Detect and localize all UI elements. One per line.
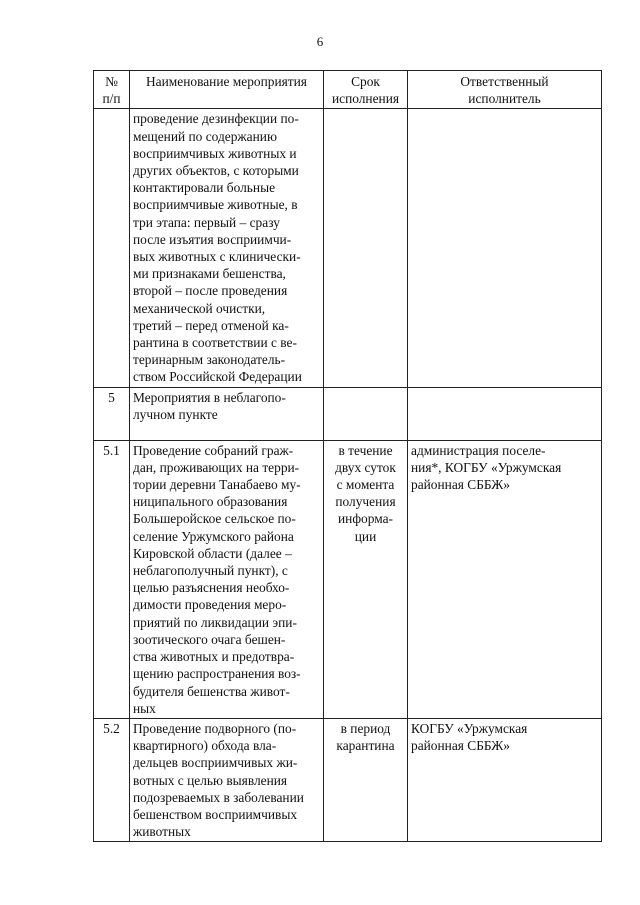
- measure-name-line: третий – перед отменой ка-: [133, 317, 289, 333]
- measure-name-line: вых животных с клинически-: [133, 249, 301, 265]
- execution-term-line: двух суток: [335, 459, 396, 475]
- measure-name: [130, 387, 324, 440]
- measure-name-line: лучном пункте: [133, 406, 218, 422]
- measure-name-line: мещений по содержанию: [133, 128, 277, 144]
- header-responsible-line: Ответственный: [460, 74, 549, 89]
- header-term: [324, 71, 408, 109]
- header-number-line: №: [105, 74, 118, 89]
- row-number: 5: [94, 387, 130, 440]
- header-term-line: исполнения: [331, 91, 400, 107]
- execution-term-line: ции: [354, 528, 377, 544]
- row-number: 5.1: [94, 440, 130, 718]
- measure-name-line: зоотического очага бешен-: [133, 631, 286, 647]
- measure-name-line: рантина в соответствии с ве-: [133, 335, 297, 351]
- execution-term-line: с момента: [336, 477, 395, 493]
- measure-name-line: контактировали больные: [133, 180, 276, 196]
- measure-name-line: ми признаками бешенства,: [133, 266, 286, 282]
- measure-name-line: три этапа: первый – сразу: [133, 214, 280, 230]
- row-number: [94, 109, 130, 387]
- measure-name: [130, 109, 324, 387]
- measure-name-line: механической очистки,: [133, 300, 266, 316]
- measure-name-line: Проведение собраний граж-: [133, 442, 294, 458]
- measure-name: [130, 440, 324, 718]
- execution-term-line: в течение: [338, 442, 393, 458]
- execution-term-line: в период: [340, 720, 391, 736]
- responsible-executor: [408, 387, 602, 440]
- measure-name-line: приятий по ликвидации эпи-: [133, 614, 297, 630]
- measure-name-line: восприимчивых животных и: [133, 145, 297, 161]
- page-number: 6: [316, 34, 324, 49]
- responsible-executor-line: администрация поселе-: [411, 442, 546, 458]
- measure-name-line: восприимчивые животные, в: [133, 197, 298, 213]
- table-row: [94, 440, 602, 718]
- measure-name-line: будителя бешенства живот-: [133, 683, 290, 699]
- measure-name-line: селение Уржумского района: [133, 528, 294, 544]
- responsible-executor-line: ния*, КОГБУ «Уржумская: [411, 459, 562, 475]
- measure-name-line: бешенством восприимчивых: [133, 806, 298, 822]
- responsible-executor: [408, 109, 602, 387]
- measure-name-line: дельцев восприимчивых жи-: [133, 755, 298, 771]
- header-name-line: Наименование мероприятия: [146, 74, 307, 89]
- measure-name-line: животных: [133, 824, 191, 840]
- responsible-executor-line: районная СББЖ»: [411, 477, 510, 493]
- header-name: [130, 71, 324, 109]
- measure-name-line: ных: [133, 700, 156, 716]
- table-row: [94, 387, 602, 440]
- measure-name-line: целью разъяснения необхо-: [133, 580, 290, 596]
- measure-name-line: дан, проживающих на терри-: [133, 459, 300, 475]
- execution-term-line: получения: [335, 494, 396, 510]
- measure-name-line: Кировской области (далее –: [133, 545, 292, 561]
- row-number: 5.2: [94, 718, 130, 841]
- measure-name-line: Большеройское сельское по-: [133, 511, 296, 527]
- measure-name-line: подозреваемых в заболевании: [133, 789, 304, 805]
- measure-name-line: второй – после проведения: [133, 283, 288, 299]
- measure-name-line: Мероприятия в неблагопо-: [133, 389, 286, 405]
- table-row: [94, 718, 602, 841]
- execution-term: [324, 109, 408, 387]
- measure-name-line: после изъятия восприимчи-: [133, 231, 292, 247]
- measures-table: [93, 70, 602, 842]
- responsible-executor: [408, 440, 602, 718]
- header-term-line: Срок: [351, 74, 380, 89]
- execution-term-line: карантина: [336, 738, 395, 754]
- execution-term-line: информа-: [338, 511, 393, 527]
- table-row: [94, 109, 602, 387]
- execution-term: [324, 440, 408, 718]
- measure-name-line: ства животных и предотвра-: [133, 649, 295, 665]
- measure-name: [130, 718, 324, 841]
- measure-name-line: теринарным законодатель-: [133, 352, 286, 368]
- header-responsible-line: исполнитель: [468, 91, 541, 107]
- execution-term: [324, 718, 408, 841]
- measure-name-line: тории деревни Танабаево му-: [133, 477, 301, 493]
- header-number: [94, 71, 130, 109]
- execution-term: [324, 387, 408, 440]
- header-responsible: [408, 71, 602, 109]
- measure-name-line: щению распространения воз-: [133, 666, 301, 682]
- measure-name-line: ством Российской Федерации: [133, 369, 302, 385]
- table-header-row: [94, 71, 602, 109]
- measure-name-line: Проведение подворного (по-: [133, 720, 297, 736]
- measure-name-line: проведение дезинфекции по-: [133, 111, 299, 127]
- responsible-executor-line: районная СББЖ»: [411, 738, 510, 754]
- responsible-executor-line: КОГБУ «Уржумская: [411, 720, 528, 736]
- measure-name-line: квартирного) обхода вла-: [133, 738, 277, 754]
- responsible-executor: [408, 718, 602, 841]
- header-number-line: п/п: [102, 91, 121, 107]
- measure-name-line: димости проведения меро-: [133, 597, 287, 613]
- measure-name-line: неблагополучный пункт), с: [133, 563, 288, 579]
- measure-name-line: ниципального образования: [133, 494, 288, 510]
- measure-name-line: вотных с целью выявления: [133, 772, 288, 788]
- measure-name-line: других объектов, с которыми: [133, 163, 299, 179]
